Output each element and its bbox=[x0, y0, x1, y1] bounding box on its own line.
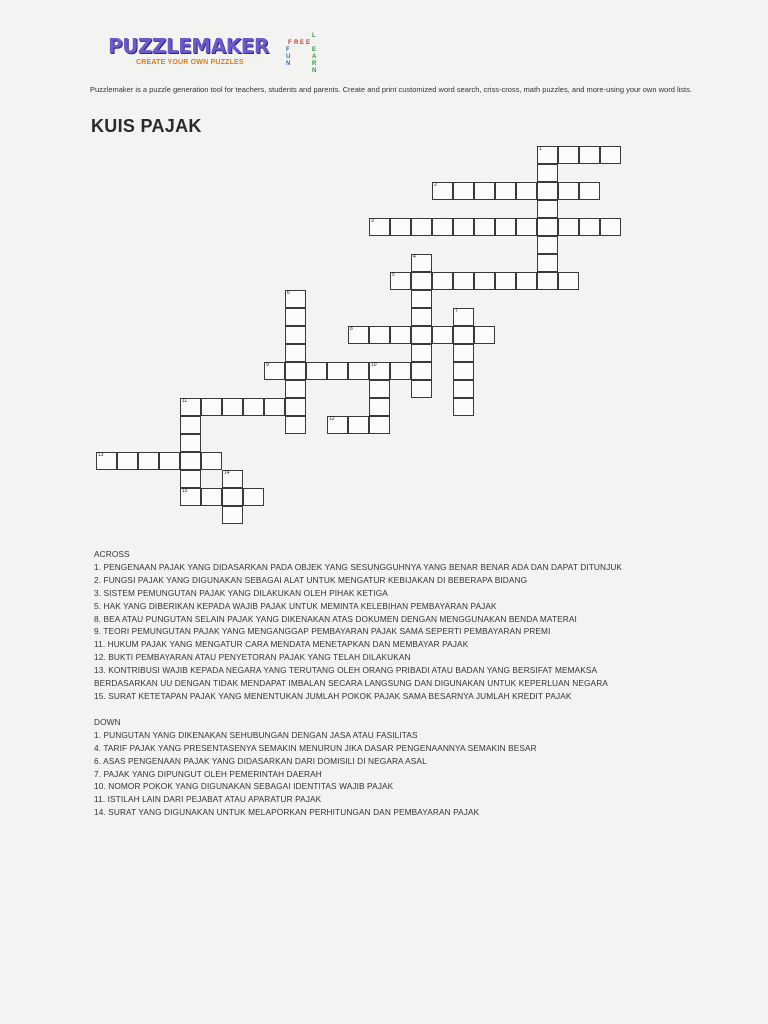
grid-cell bbox=[537, 164, 558, 182]
grid-cell bbox=[411, 308, 432, 326]
grid-cell bbox=[411, 344, 432, 362]
grid-cell bbox=[516, 182, 537, 200]
grid-cell bbox=[453, 344, 474, 362]
down-heading: DOWN bbox=[94, 716, 121, 727]
grid-cell bbox=[180, 488, 201, 506]
grid-cell bbox=[369, 218, 390, 236]
grid-cell bbox=[180, 434, 201, 452]
intro-text: Puzzlemaker is a puzzle generation tool for teachers, students and parents. Create and print customized word search, criss-cross, math puzzles, and more-using your own word lists. bbox=[90, 85, 692, 94]
grid-cell bbox=[201, 488, 222, 506]
across-clue: 13. KONTRIBUSI WAJIB KEPADA NEGARA YANG TERUTANG OLEH ORANG PRIBADI ATAU BADAN YANG BERSIFAT MEMAKSA bbox=[94, 665, 598, 676]
clue-number: 1 bbox=[539, 146, 542, 152]
grid-cell bbox=[600, 146, 621, 164]
down-clue: 11. ISTILAH LAIN DARI PEJABAT ATAU APARATUR PAJAK bbox=[94, 794, 322, 805]
grid-cell bbox=[432, 182, 453, 200]
grid-cell bbox=[285, 308, 306, 326]
grid-cell bbox=[96, 452, 117, 470]
grid-cell bbox=[390, 272, 411, 290]
grid-cell bbox=[159, 452, 180, 470]
grid-cell bbox=[558, 146, 579, 164]
grid-cell bbox=[537, 146, 558, 164]
grid-cell bbox=[138, 452, 159, 470]
down-clue: 7. PAJAK YANG DIPUNGUT OLEH PEMERINTAH DAERAH bbox=[94, 768, 322, 779]
across-clue: 5. HAK YANG DIBERIKAN KEPADA WAJIB PAJAK UNTUK MEMINTA KELEBIHAN PEMBAYARAN PAJAK bbox=[94, 600, 497, 611]
logo-title: PUZZLEMAKER bbox=[108, 34, 269, 58]
grid-cell bbox=[180, 398, 201, 416]
grid-cell bbox=[537, 182, 558, 200]
across-clue: 15. SURAT KETETAPAN PAJAK YANG MENENTUKAN JUMLAH POKOK PAJAK SAMA BESARNYA JUMLAH KREDIT PAJAK bbox=[94, 690, 572, 701]
grid-cell bbox=[600, 218, 621, 236]
grid-cell bbox=[474, 218, 495, 236]
down-clue: 14. SURAT YANG DIGUNAKAN UNTUK MELAPORKAN PERHITUNGAN DAN PEMBAYARAN PAJAK bbox=[94, 807, 480, 818]
across-heading: ACROSS bbox=[94, 549, 130, 559]
grid-cell bbox=[222, 488, 243, 506]
puzzle-title: KUIS PAJAK bbox=[91, 116, 202, 136]
grid-cell bbox=[411, 326, 432, 344]
down-clue: 10. NOMOR POKOK YANG DIGUNAKAN SEBAGAI IDENTITAS WAJIB PAJAK bbox=[94, 781, 394, 792]
grid-cell bbox=[453, 380, 474, 398]
clue-number: 14 bbox=[224, 470, 230, 476]
grid-cell bbox=[243, 398, 264, 416]
grid-cell bbox=[411, 218, 432, 236]
grid-cell bbox=[474, 326, 495, 344]
grid-cell bbox=[369, 416, 390, 434]
across-clue: 9. TEORI PEMUNGUTAN PAJAK YANG MENGANGGAP PEMBAYARAN PAJAK SAMA SEPERTI PEMBAYARAN PREMI bbox=[94, 626, 551, 637]
across-clue: 2. FUNGSI PAJAK YANG DIGUNAKAN SEBAGAI ALAT UNTUK MENGATUR KEBIJAKAN DI BEBERAPA BIDANG bbox=[94, 574, 528, 585]
across-clue: 11. HUKUM PAJAK YANG MENGATUR CARA MENDATA MENETAPKAN DAN MEMBAYAR PAJAK bbox=[94, 639, 469, 650]
grid-cell bbox=[285, 290, 306, 308]
across-clue: 1. PENGENAAN PAJAK YANG DIDASARKAN PADA OBJEK YANG SESUNGGUHNYA YANG BENAR BENAR ADA DAN DAPAT DITUNJUK bbox=[94, 561, 623, 572]
across-clue: 12. BUKTI PEMBAYARAN ATAU PENYETORAN PAJAK YANG TELAH DILAKUKAN bbox=[94, 652, 411, 663]
clue-number: 12 bbox=[329, 416, 335, 422]
grid-cell bbox=[537, 200, 558, 218]
grid-cell bbox=[390, 362, 411, 380]
grid-cell bbox=[453, 308, 474, 326]
clue-number: 2 bbox=[434, 182, 437, 188]
grid-cell bbox=[474, 272, 495, 290]
grid-cell bbox=[537, 218, 558, 236]
grid-cell bbox=[369, 380, 390, 398]
clue-number: 4 bbox=[413, 254, 416, 260]
across-clue: 8. BEA ATAU PUNGUTAN SELAIN PAJAK YANG DIKENAKAN ATAS DOKUMEN DENGAN MENGGUNAKAN BENDA MATERAI bbox=[94, 613, 577, 624]
grid-cell bbox=[285, 362, 306, 380]
clue-number: 15 bbox=[182, 488, 188, 494]
clue-number: 7 bbox=[455, 308, 458, 314]
grid-cell bbox=[327, 362, 348, 380]
grid-cell bbox=[117, 452, 138, 470]
grid-cell bbox=[201, 452, 222, 470]
down-clue: 4. TARIF PAJAK YANG PRESENTASENYA SEMAKIN MENURUN JIKA DASAR PENGENAANNYA SEMAKIN BESAR bbox=[94, 742, 537, 753]
grid-cell bbox=[453, 398, 474, 416]
clues-section bbox=[94, 548, 714, 819]
grid-cell bbox=[243, 488, 264, 506]
clue-number: 6 bbox=[287, 290, 290, 296]
clue-number: 5 bbox=[392, 272, 395, 278]
grid-cell bbox=[348, 326, 369, 344]
grid-cell bbox=[390, 218, 411, 236]
clue-number: 11 bbox=[182, 398, 188, 404]
grid-cell bbox=[264, 362, 285, 380]
grid-cell bbox=[558, 272, 579, 290]
grid-cell bbox=[411, 254, 432, 272]
grid-cell bbox=[495, 272, 516, 290]
grid-cell bbox=[327, 416, 348, 434]
grid-cell bbox=[348, 416, 369, 434]
grid-cell bbox=[432, 218, 453, 236]
grid-cell bbox=[537, 272, 558, 290]
grid-cell bbox=[390, 326, 411, 344]
free-fun-learn-logo: F R E E F U N L E A R N bbox=[286, 33, 317, 74]
grid-cell bbox=[348, 362, 369, 380]
grid-cell bbox=[474, 182, 495, 200]
grid-cell bbox=[285, 380, 306, 398]
grid-cell bbox=[180, 416, 201, 434]
grid-cell bbox=[411, 272, 432, 290]
clue-number: 10 bbox=[371, 362, 377, 368]
clue-number: 13 bbox=[98, 452, 104, 458]
down-clue: 1. PUNGUTAN YANG DIKENAKAN SEHUBUNGAN DENGAN JASA ATAU FASILITAS bbox=[94, 729, 418, 740]
clue-number: 3 bbox=[371, 218, 374, 224]
grid-cell bbox=[369, 362, 390, 380]
grid-cell bbox=[579, 146, 600, 164]
clue-number: 8 bbox=[350, 326, 353, 332]
grid-cell bbox=[558, 182, 579, 200]
grid-cell bbox=[285, 326, 306, 344]
grid-cell bbox=[306, 362, 327, 380]
grid-cell bbox=[495, 218, 516, 236]
grid-cell bbox=[579, 182, 600, 200]
grid-cell bbox=[516, 218, 537, 236]
grid-cell bbox=[579, 218, 600, 236]
grid-cell bbox=[537, 236, 558, 254]
grid-cell bbox=[558, 218, 579, 236]
grid-cell bbox=[453, 182, 474, 200]
grid-cell bbox=[432, 326, 453, 344]
grid-cell bbox=[411, 290, 432, 308]
grid-cell bbox=[453, 326, 474, 344]
clue-number: 9 bbox=[266, 362, 269, 368]
grid-cell bbox=[495, 182, 516, 200]
grid-cell bbox=[222, 470, 243, 488]
grid-cell bbox=[180, 452, 201, 470]
grid-cell bbox=[411, 380, 432, 398]
grid-cell bbox=[453, 362, 474, 380]
grid-cell bbox=[453, 272, 474, 290]
grid-cell bbox=[201, 398, 222, 416]
grid-cell bbox=[516, 272, 537, 290]
grid-cell bbox=[222, 398, 243, 416]
across-clue: BERDASARKAN UU DENGAN TIDAK MENDAPAT IMBALAN SECARA LANGSUNG DAN DIGUNAKAN UNTUK KEPERLUAN NEGARA bbox=[94, 678, 608, 689]
grid-cell bbox=[285, 344, 306, 362]
grid-cell bbox=[369, 326, 390, 344]
grid-cell bbox=[411, 362, 432, 380]
grid-cell bbox=[285, 398, 306, 416]
grid-cell bbox=[180, 470, 201, 488]
grid-cell bbox=[264, 398, 285, 416]
logo-tagline: CREATE YOUR OWN PUZZLES bbox=[136, 59, 244, 66]
grid-cell bbox=[285, 416, 306, 434]
grid-cell bbox=[369, 398, 390, 416]
across-clue: 3. SISTEM PEMUNGUTAN PAJAK YANG DILAKUKAN OLEH PIHAK KETIGA bbox=[94, 587, 388, 598]
grid-cell bbox=[453, 218, 474, 236]
grid-cell bbox=[537, 254, 558, 272]
grid-cell bbox=[222, 506, 243, 524]
grid-cell bbox=[432, 272, 453, 290]
down-clue: 6. ASAS PENGENAAN PAJAK YANG DIDASARKAN DARI DOMISILI DI NEGARA ASAL bbox=[94, 755, 427, 766]
